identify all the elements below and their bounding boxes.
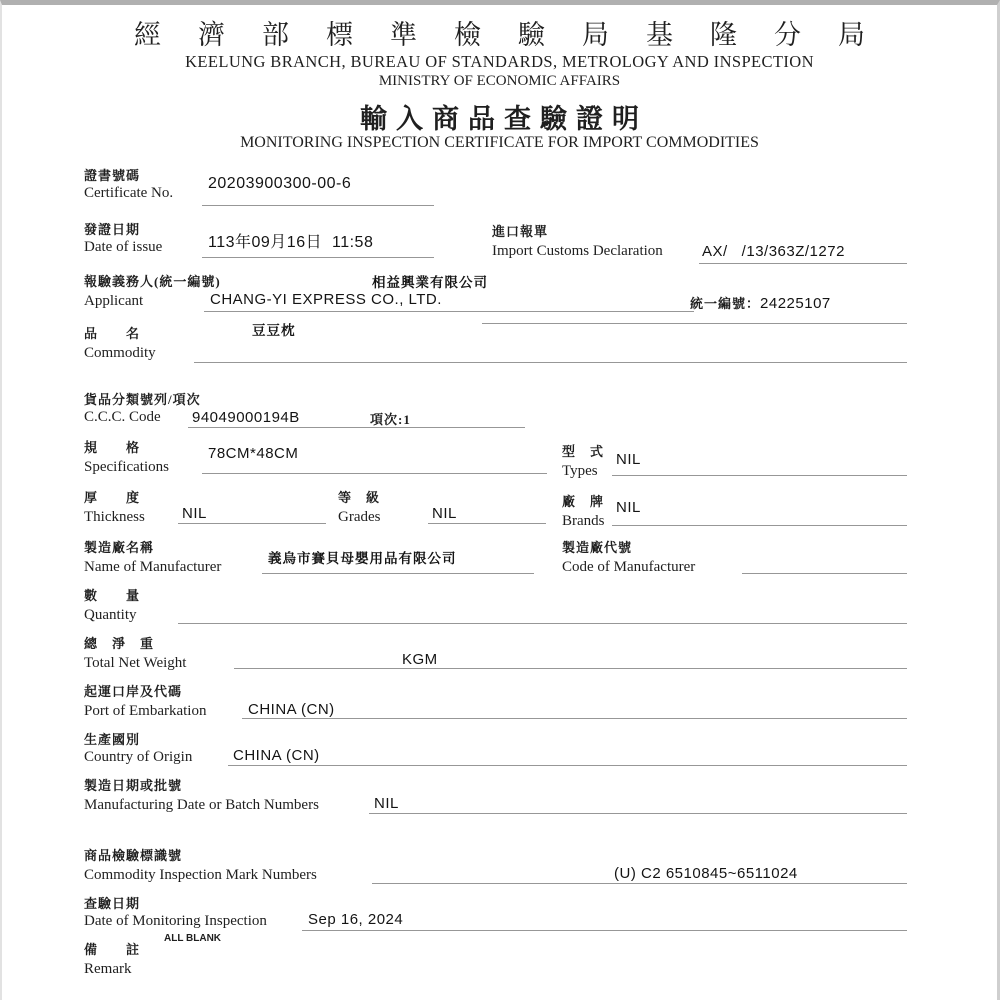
total-net-weight-unit: KGM (402, 651, 438, 668)
manufacturing-date-underline (369, 813, 907, 814)
inspection-date-value: Sep 16, 2024 (308, 911, 404, 928)
import-declaration-value: AX/ /13/363Z/1272 (702, 243, 845, 260)
document-title-en: MONITORING INSPECTION CERTIFICATE FOR IMPORT COMMODITIES (240, 134, 759, 151)
grades-underline (428, 523, 546, 524)
grades-label-zh: 等 級 (338, 490, 381, 505)
certificate-no-value: 20203900300-00-6 (208, 175, 352, 192)
ministry-title-en: MINISTRY OF ECONOMIC AFFAIRS (378, 73, 621, 89)
brands-label-en: Brands (562, 513, 605, 529)
total-net-weight-label-en: Total Net Weight (84, 655, 187, 671)
import-declaration-underline (699, 263, 907, 264)
uniform-no-underline (482, 323, 907, 324)
remark-label-en: Remark (84, 961, 132, 977)
inspection-mark-label-en: Commodity Inspection Mark Numbers (84, 867, 317, 883)
country-of-origin-label-zh: 生產國別 (84, 732, 141, 747)
certificate-no-label-en: Certificate No. (84, 185, 174, 201)
port-of-embarkation-value: CHINA (CN) (248, 701, 335, 718)
agency-title-zh: 經濟部標準檢驗局基隆分局 (134, 20, 902, 50)
uniform-no-label: 統一編號： (690, 296, 761, 311)
types-value: NIL (616, 451, 641, 468)
manufacturer-name-label-zh: 製造廠名稱 (84, 540, 155, 555)
types-underline (612, 475, 907, 476)
specifications-underline (202, 473, 547, 474)
ccc-code-label-zh: 貨品分類號列/項次 (84, 392, 201, 407)
total-net-weight-underline (234, 668, 907, 669)
manufacturer-name-label-en: Name of Manufacturer (84, 559, 222, 575)
thickness-underline (178, 523, 326, 524)
date-of-issue-label-en: Date of issue (84, 239, 163, 255)
applicant-name-zh: 相益興業有限公司 (372, 275, 488, 290)
date-of-issue-value: 113年09月16日 11:58 (208, 234, 374, 251)
manufacturer-code-label-zh: 製造廠代號 (562, 540, 633, 555)
date-of-issue-underline (202, 257, 434, 258)
ccc-code-underline (188, 427, 525, 428)
country-of-origin-underline (228, 765, 907, 766)
commodity-label-en: Commodity (84, 345, 156, 361)
ccc-item-label: 項次:1 (370, 412, 411, 427)
manufacturer-name-underline (262, 573, 534, 574)
thickness-label-en: Thickness (84, 509, 145, 525)
grades-label-en: Grades (338, 509, 381, 525)
thickness-value: NIL (182, 505, 207, 522)
applicant-label-en: Applicant (84, 293, 144, 309)
manufacturer-code-underline (742, 573, 907, 574)
applicant-underline (204, 311, 694, 312)
brands-label-zh: 廠 牌 (562, 494, 605, 509)
date-of-issue-label-zh: 發證日期 (84, 222, 141, 237)
port-of-embarkation-label-zh: 起運口岸及代碼 (84, 684, 183, 699)
brands-value: NIL (616, 499, 641, 516)
inspection-date-label-en: Date of Monitoring Inspection (84, 913, 267, 929)
certificate-no-label-zh: 證書號碼 (84, 168, 141, 183)
brands-underline (612, 525, 907, 526)
applicant-label-zh: 報驗義務人(統一編號) (84, 274, 221, 289)
uniform-no-value: 24225107 (760, 295, 831, 312)
types-label-en: Types (562, 463, 598, 479)
remark-label-zh: 備 註 (84, 942, 141, 957)
document-title-zh: 輸入商品查驗證明 (360, 104, 648, 134)
inspection-date-label-zh: 查驗日期 (84, 896, 141, 911)
commodity-label-zh: 品 名 (84, 326, 141, 341)
ccc-code-label-en: C.C.C. Code (84, 409, 161, 425)
uniform-no (690, 293, 831, 313)
total-net-weight-label-zh: 總 淨 重 (84, 636, 155, 651)
port-of-embarkation-underline (242, 718, 907, 719)
quantity-label-zh: 數 量 (84, 588, 141, 603)
thickness-label-zh: 厚 度 (84, 490, 141, 505)
applicant-value: CHANG-YI EXPRESS CO., LTD. (210, 291, 442, 308)
inspection-mark-underline (372, 883, 907, 884)
agency-title-en: KEELUNG BRANCH, BUREAU OF STANDARDS, METROLOGY AND INSPECTION (185, 52, 814, 71)
ccc-code-value: 94049000194B (192, 409, 300, 426)
port-of-embarkation-label-en: Port of Embarkation (84, 703, 207, 719)
manufacturing-date-value: NIL (374, 795, 399, 812)
specifications-label-en: Specifications (84, 459, 169, 475)
inspection-mark-value: (U) C2 6510845~6511024 (614, 865, 798, 882)
country-of-origin-label-en: Country of Origin (84, 749, 193, 765)
types-label-zh: 型 式 (562, 444, 605, 459)
inspection-date-underline (302, 930, 907, 931)
import-declaration-label-en: Import Customs Declaration (492, 243, 663, 259)
commodity-underline (194, 362, 907, 363)
country-of-origin-value: CHINA (CN) (233, 747, 320, 764)
manufacturer-code-label-en: Code of Manufacturer (562, 559, 696, 575)
manufacturing-date-label-zh: 製造日期或批號 (84, 778, 183, 793)
inspection-mark-label-zh: 商品檢驗標識號 (84, 848, 183, 863)
manufacturing-date-label-en: Manufacturing Date or Batch Numbers (84, 797, 319, 813)
remark-value: ALL BLANK (164, 933, 222, 944)
quantity-label-en: Quantity (84, 607, 137, 623)
commodity-value: 豆豆枕 (252, 323, 296, 338)
grades-value: NIL (432, 505, 457, 522)
quantity-underline (178, 623, 907, 624)
specifications-value: 78CM*48CM (208, 445, 299, 462)
certificate-no-underline (202, 205, 434, 206)
specifications-label-zh: 規 格 (84, 440, 141, 455)
import-declaration-label-zh: 進口報單 (492, 224, 549, 239)
manufacturer-name-value: 義烏市賽貝母嬰用品有限公司 (268, 551, 457, 566)
